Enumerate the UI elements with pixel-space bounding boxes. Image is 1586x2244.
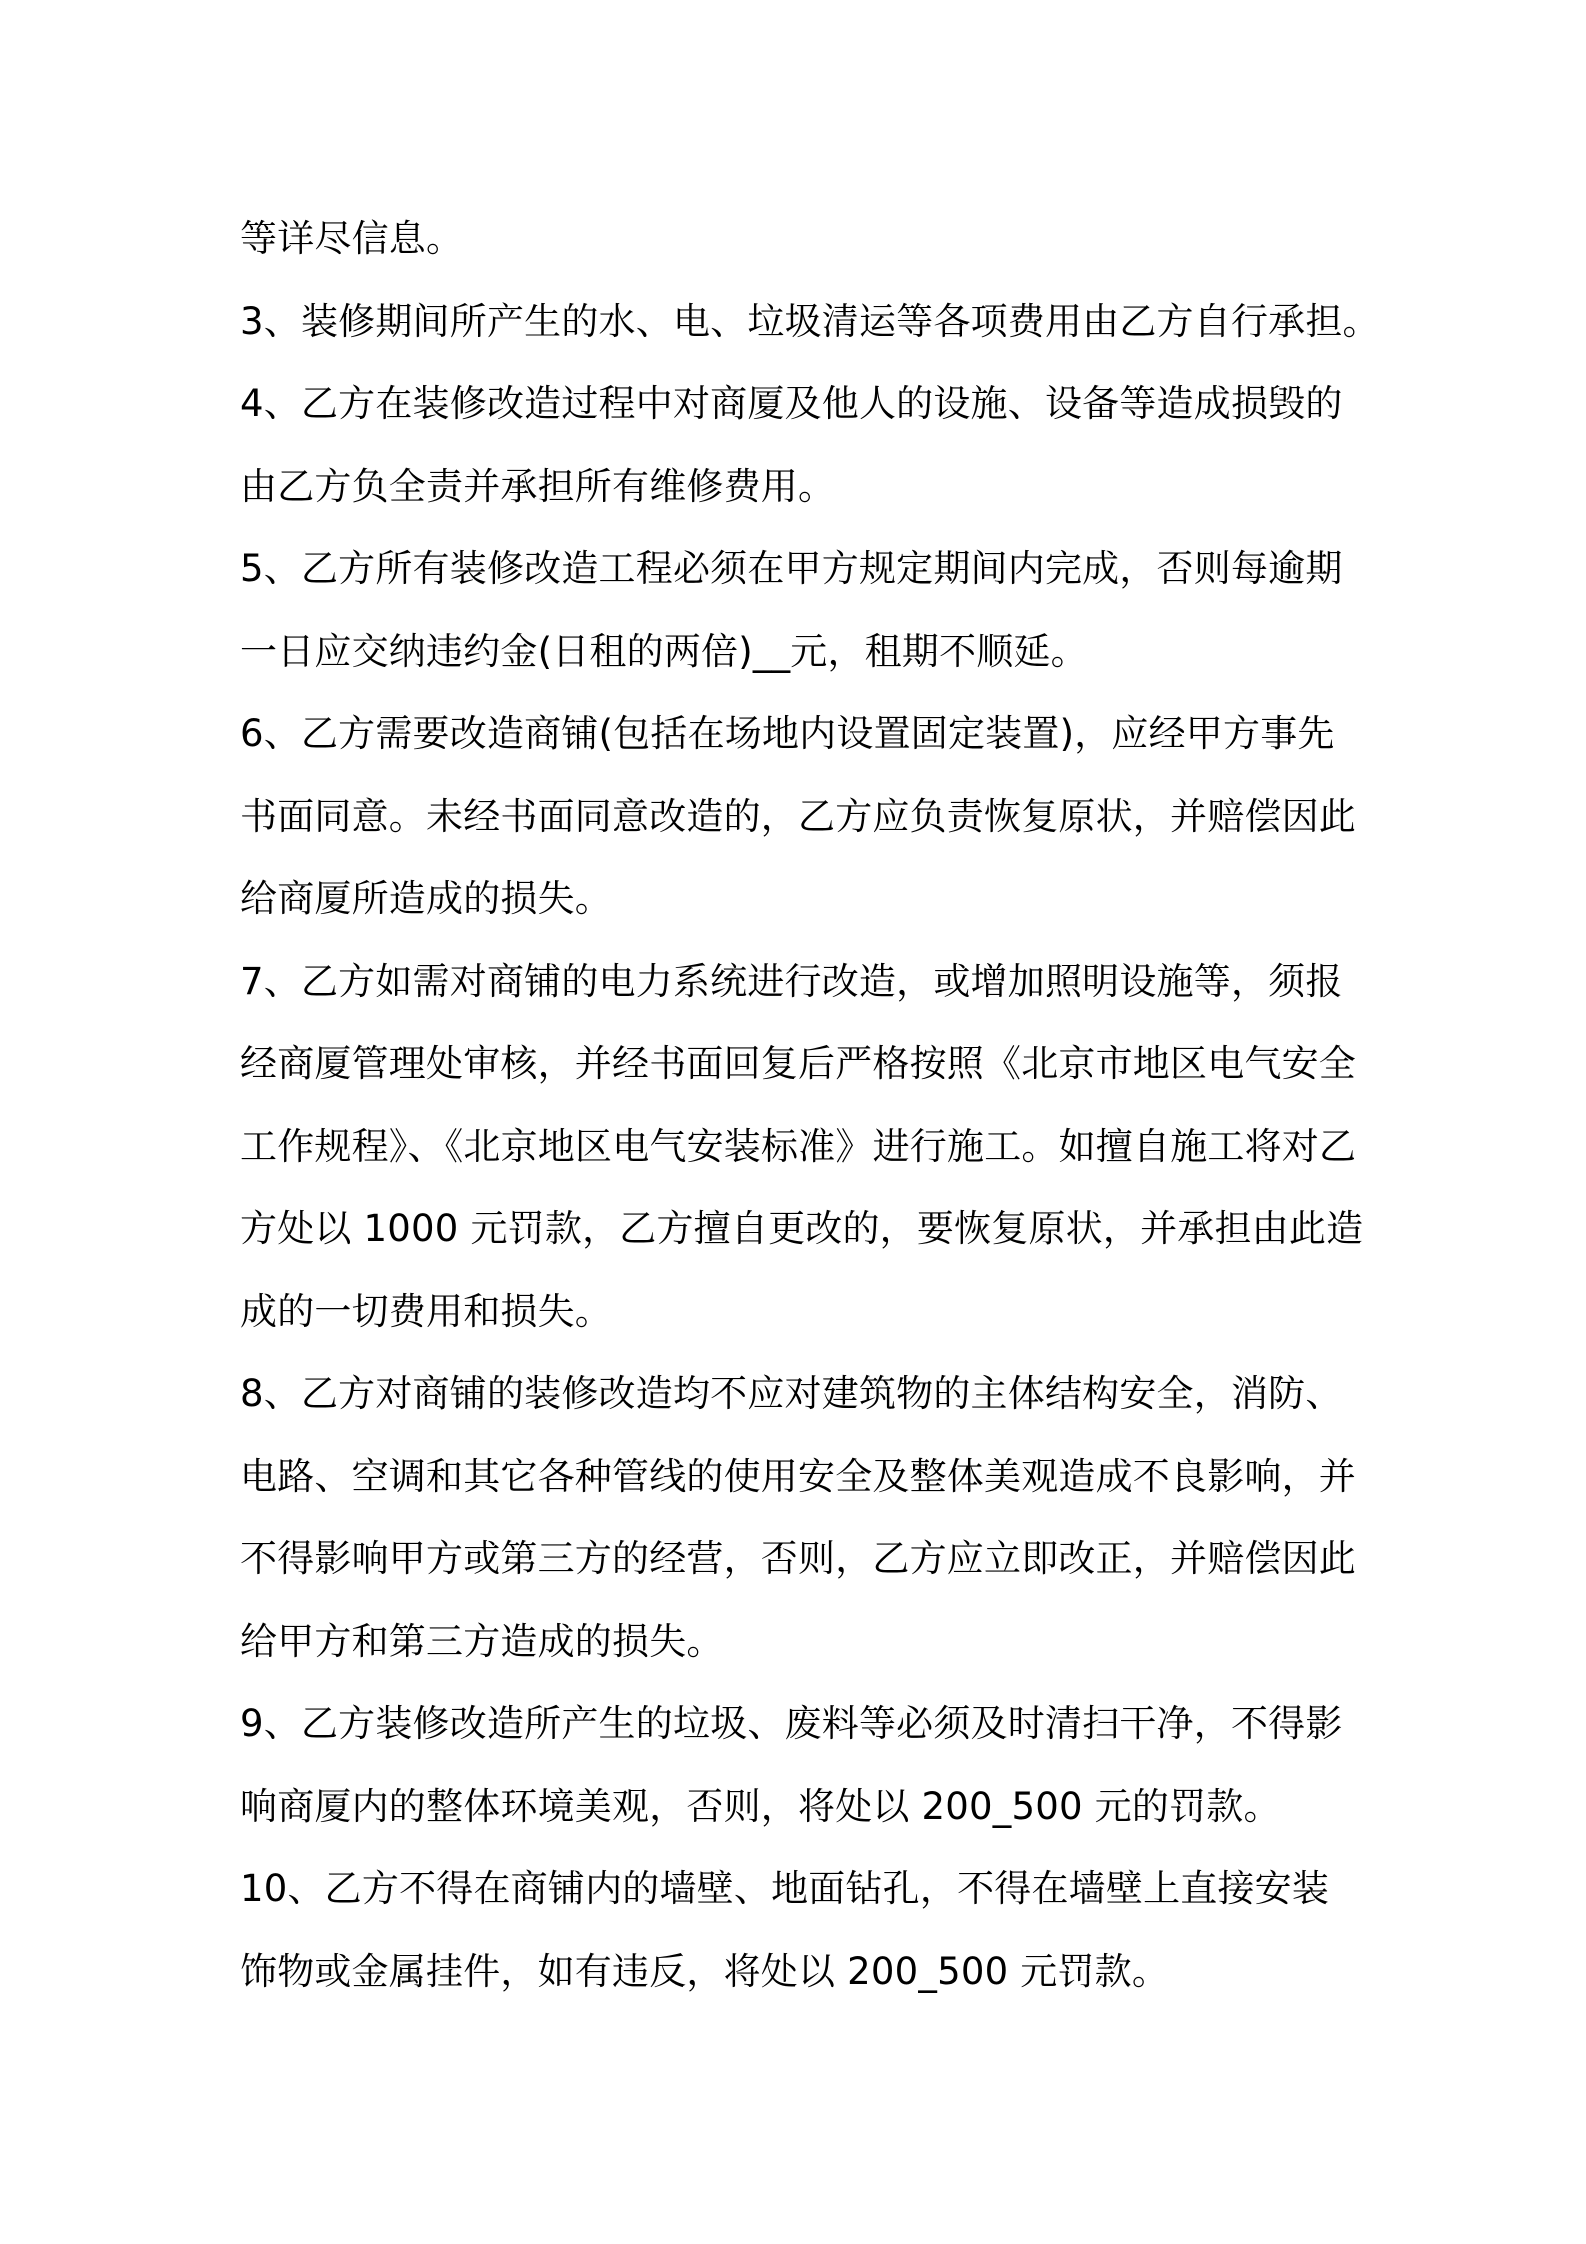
text-line: 3、装修期间所产生的水、电、垃圾清运等各项费用由乙方自行承担。 (240, 299, 1380, 343)
text-line: 给甲方和第三方造成的损失。 (240, 1619, 724, 1663)
text-line: 给商厦所造成的损失。 (240, 877, 612, 920)
document-body (240, 198, 1380, 2013)
text-line: 工作规程》、《北京地区电气安装标准》进行施工。如擅自施工将对乙 (240, 1124, 1357, 1168)
text-line: 4、乙方在装修改造过程中对商厦及他人的设施、设备等造成损毁的 (240, 382, 1343, 425)
text-line: 7、乙方如需对商铺的电力系统进行改造，或增加照明设施等，须报 (240, 959, 1343, 1003)
text-line: 等详尽信息。 (240, 217, 464, 260)
text-line: 方处以 1000 元罚款，乙方擅自更改的，要恢复原状，并承担由此造 (240, 1207, 1364, 1250)
text-line: 9、乙方装修改造所产生的垃圾、废料等必须及时清扫干净，不得影 (240, 1702, 1343, 1745)
text-line: 饰物或金属挂件，如有违反，将处以 200_500 元罚款。 (240, 1949, 1170, 1993)
text-line: 8、乙方对商铺的装修改造均不应对建筑物的主体结构安全，消防、 (240, 1372, 1343, 1415)
text-line: 书面同意。未经书面同意改造的，乙方应负责恢复原状，并赔偿因此 (240, 794, 1356, 838)
text-line: 6、乙方需要改造商铺(包括在场地内设置固定装置)，应经甲方事先 (240, 712, 1335, 755)
text-line: 一日应交纳违约金(日租的两倍)__元，租期不顺延。 (240, 629, 1088, 673)
text-line: 由乙方负全责并承担所有维修费用。 (240, 464, 836, 508)
text-line: 10、乙方不得在商铺内的墙壁、地面钻孔，不得在墙壁上直接安装 (240, 1867, 1330, 1910)
text-line: 成的一切费用和损失。 (240, 1289, 612, 1333)
text-line: 不得影响甲方或第三方的经营，否则，乙方应立即改正，并赔偿因此 (240, 1537, 1356, 1580)
text-line: 5、乙方所有装修改造工程必须在甲方规定期间内完成，否则每逾期 (240, 547, 1343, 590)
text-line: 经商厦管理处审核，并经书面回复后严格按照《北京市地区电气安全 (240, 1042, 1356, 1085)
text-line: 响商厦内的整体环境美观，否则，将处以 200_500 元的罚款。 (240, 1784, 1281, 1828)
text-line: 电路、空调和其它各种管线的使用安全及整体美观造成不良影响，并 (240, 1454, 1356, 1498)
